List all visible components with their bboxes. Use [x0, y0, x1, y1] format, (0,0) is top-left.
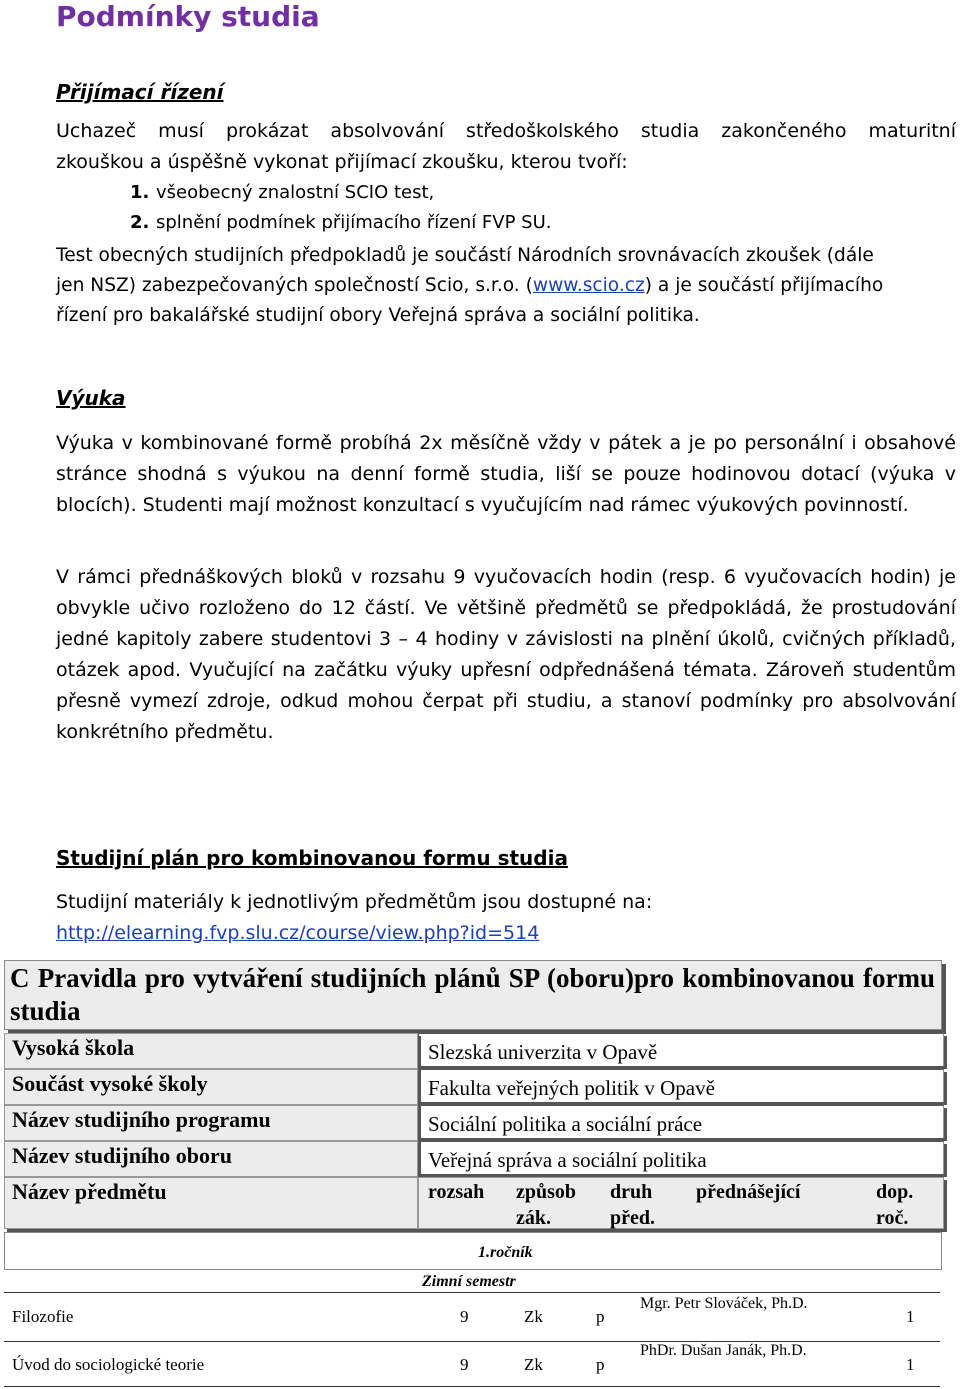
admission-list-item [130, 208, 552, 238]
row-type: p [596, 1355, 605, 1374]
field-label: Vysoká škola [12, 1035, 135, 1060]
field-label: Název studijního programu [12, 1107, 271, 1132]
column-year-line1: dop. [876, 1181, 914, 1203]
admission-para-line3: řízení pro bakalářské studijní obory Veřejná správa a sociální politika. [56, 305, 700, 326]
column-method [516, 1179, 576, 1231]
column-method-line2: zák. [516, 1207, 551, 1229]
column-year-line2: roč. [876, 1207, 909, 1229]
column-type-line1: druh [610, 1181, 653, 1203]
list-number: 2. [130, 212, 150, 233]
admission-list-item [130, 178, 434, 208]
year-label: 1.ročník [478, 1244, 533, 1261]
semester-label: Zimní semestr [422, 1273, 516, 1290]
row-lecturer: Mgr. Petr Slováček, Ph.D. [640, 1295, 808, 1312]
para-text: ) a je součástí přijímacího [644, 275, 884, 296]
plan-heading: Studijní plán pro kombinovanou formu studia [56, 846, 568, 870]
row-type: p [596, 1307, 605, 1326]
field-label: Název studijního oboru [12, 1143, 233, 1168]
column-type-line2: před. [610, 1207, 655, 1229]
teaching-paragraph-1: Výuka v kombinované formě probíhá 2x měsíčně vždy v pátek a je po personální i obsahové stránce shodná s výukou na denní formě studia, liší se pouze hodinovou dotací (výuka v blocích). Studenti mají možnost konzultací s vyučujícím nad rámec výukových povinností. [56, 432, 956, 516]
row-method: Zk [524, 1355, 543, 1374]
list-text: splnění podmínek přijímacího řízení FVP SU. [156, 212, 552, 233]
field-value: Slezská univerzita v Opavě [428, 1040, 658, 1064]
column-method-line1: způsob [516, 1181, 577, 1203]
list-text: všeobecný znalostní SCIO test, [156, 182, 435, 203]
column-subject: Název předmětu [12, 1179, 167, 1204]
column-lecturer: přednášející [696, 1181, 801, 1203]
page-title: Podmínky studia [56, 0, 320, 33]
row-lecturer: PhDr. Dušan Janák, Ph.D. [640, 1342, 807, 1359]
teaching-heading: Výuka [56, 386, 126, 410]
column-type [610, 1179, 655, 1231]
list-number: 1. [130, 182, 150, 203]
row-scope: 9 [460, 1307, 469, 1326]
row-scope: 9 [460, 1355, 469, 1374]
admission-para-line2 [56, 270, 956, 301]
plan-link-line [56, 918, 956, 949]
row-subject: Filozofie [12, 1307, 74, 1326]
para-text: jen NSZ) zabezpečovaných společností Scio, s.r.o. ( [56, 275, 533, 296]
plan-text: Studijní materiály k jednotlivým předmětům jsou dostupné na: [56, 891, 653, 913]
row-year: 1 [906, 1307, 915, 1326]
teaching-paragraph-2: V rámci přednáškových bloků v rozsahu 9 vyučovacích hodin (resp. 6 vyučovacích hodin) je obvykle učivo rozloženo do 12 částí. Ve většině předmětů se předpokládá, že prostudování jedné kapitoly zabere studentovi 3 – 4 hodiny v závislosti na plnění úkolů, cvičných příkladů, otázek apod. Vyučující na začátku výuky upřesní odpřednášená témata. Zároveň studentům přesně vymezí zdroje, odkud mohou čerpat při studiu, a stanoví podmínky pro absolvování konkrétního předmětu. [56, 566, 956, 743]
admission-intro-line2: zkouškou a úspěšně vykonat přijímací zkoušku, kterou tvoří: [56, 151, 628, 173]
admission-heading: Přijímací řízení [56, 80, 224, 104]
field-value: Veřejná správa a sociální politika [428, 1148, 707, 1172]
row-subject: Úvod do sociologické teorie [12, 1355, 205, 1374]
row-method: Zk [524, 1307, 543, 1326]
field-value: Fakulta veřejných politik v Opavě [428, 1076, 715, 1100]
field-label: Součást vysoké školy [12, 1071, 208, 1096]
column-scope: rozsah [428, 1181, 485, 1203]
elearning-link[interactable]: http://elearning.fvp.slu.cz/course/view.php?id=514 [56, 922, 540, 944]
column-header-group [418, 1177, 944, 1229]
admission-intro-line1: Uchazeč musí prokázat absolvování středoškolského studia zakončeného maturitní [56, 120, 956, 142]
year-row [4, 1232, 942, 1270]
row-year: 1 [906, 1355, 915, 1374]
scio-link[interactable]: www.scio.cz [532, 275, 645, 296]
column-year [876, 1179, 913, 1231]
table-header: C Pravidla pro vytváření studijních plánů SP (oboru)pro kombinovanou formu studia [10, 963, 935, 1026]
field-value: Sociální politika a sociální práce [428, 1112, 703, 1136]
admission-para-line1: Test obecných studijních předpokladů je součástí Národních srovnávacích zkoušek (dále [56, 245, 874, 266]
